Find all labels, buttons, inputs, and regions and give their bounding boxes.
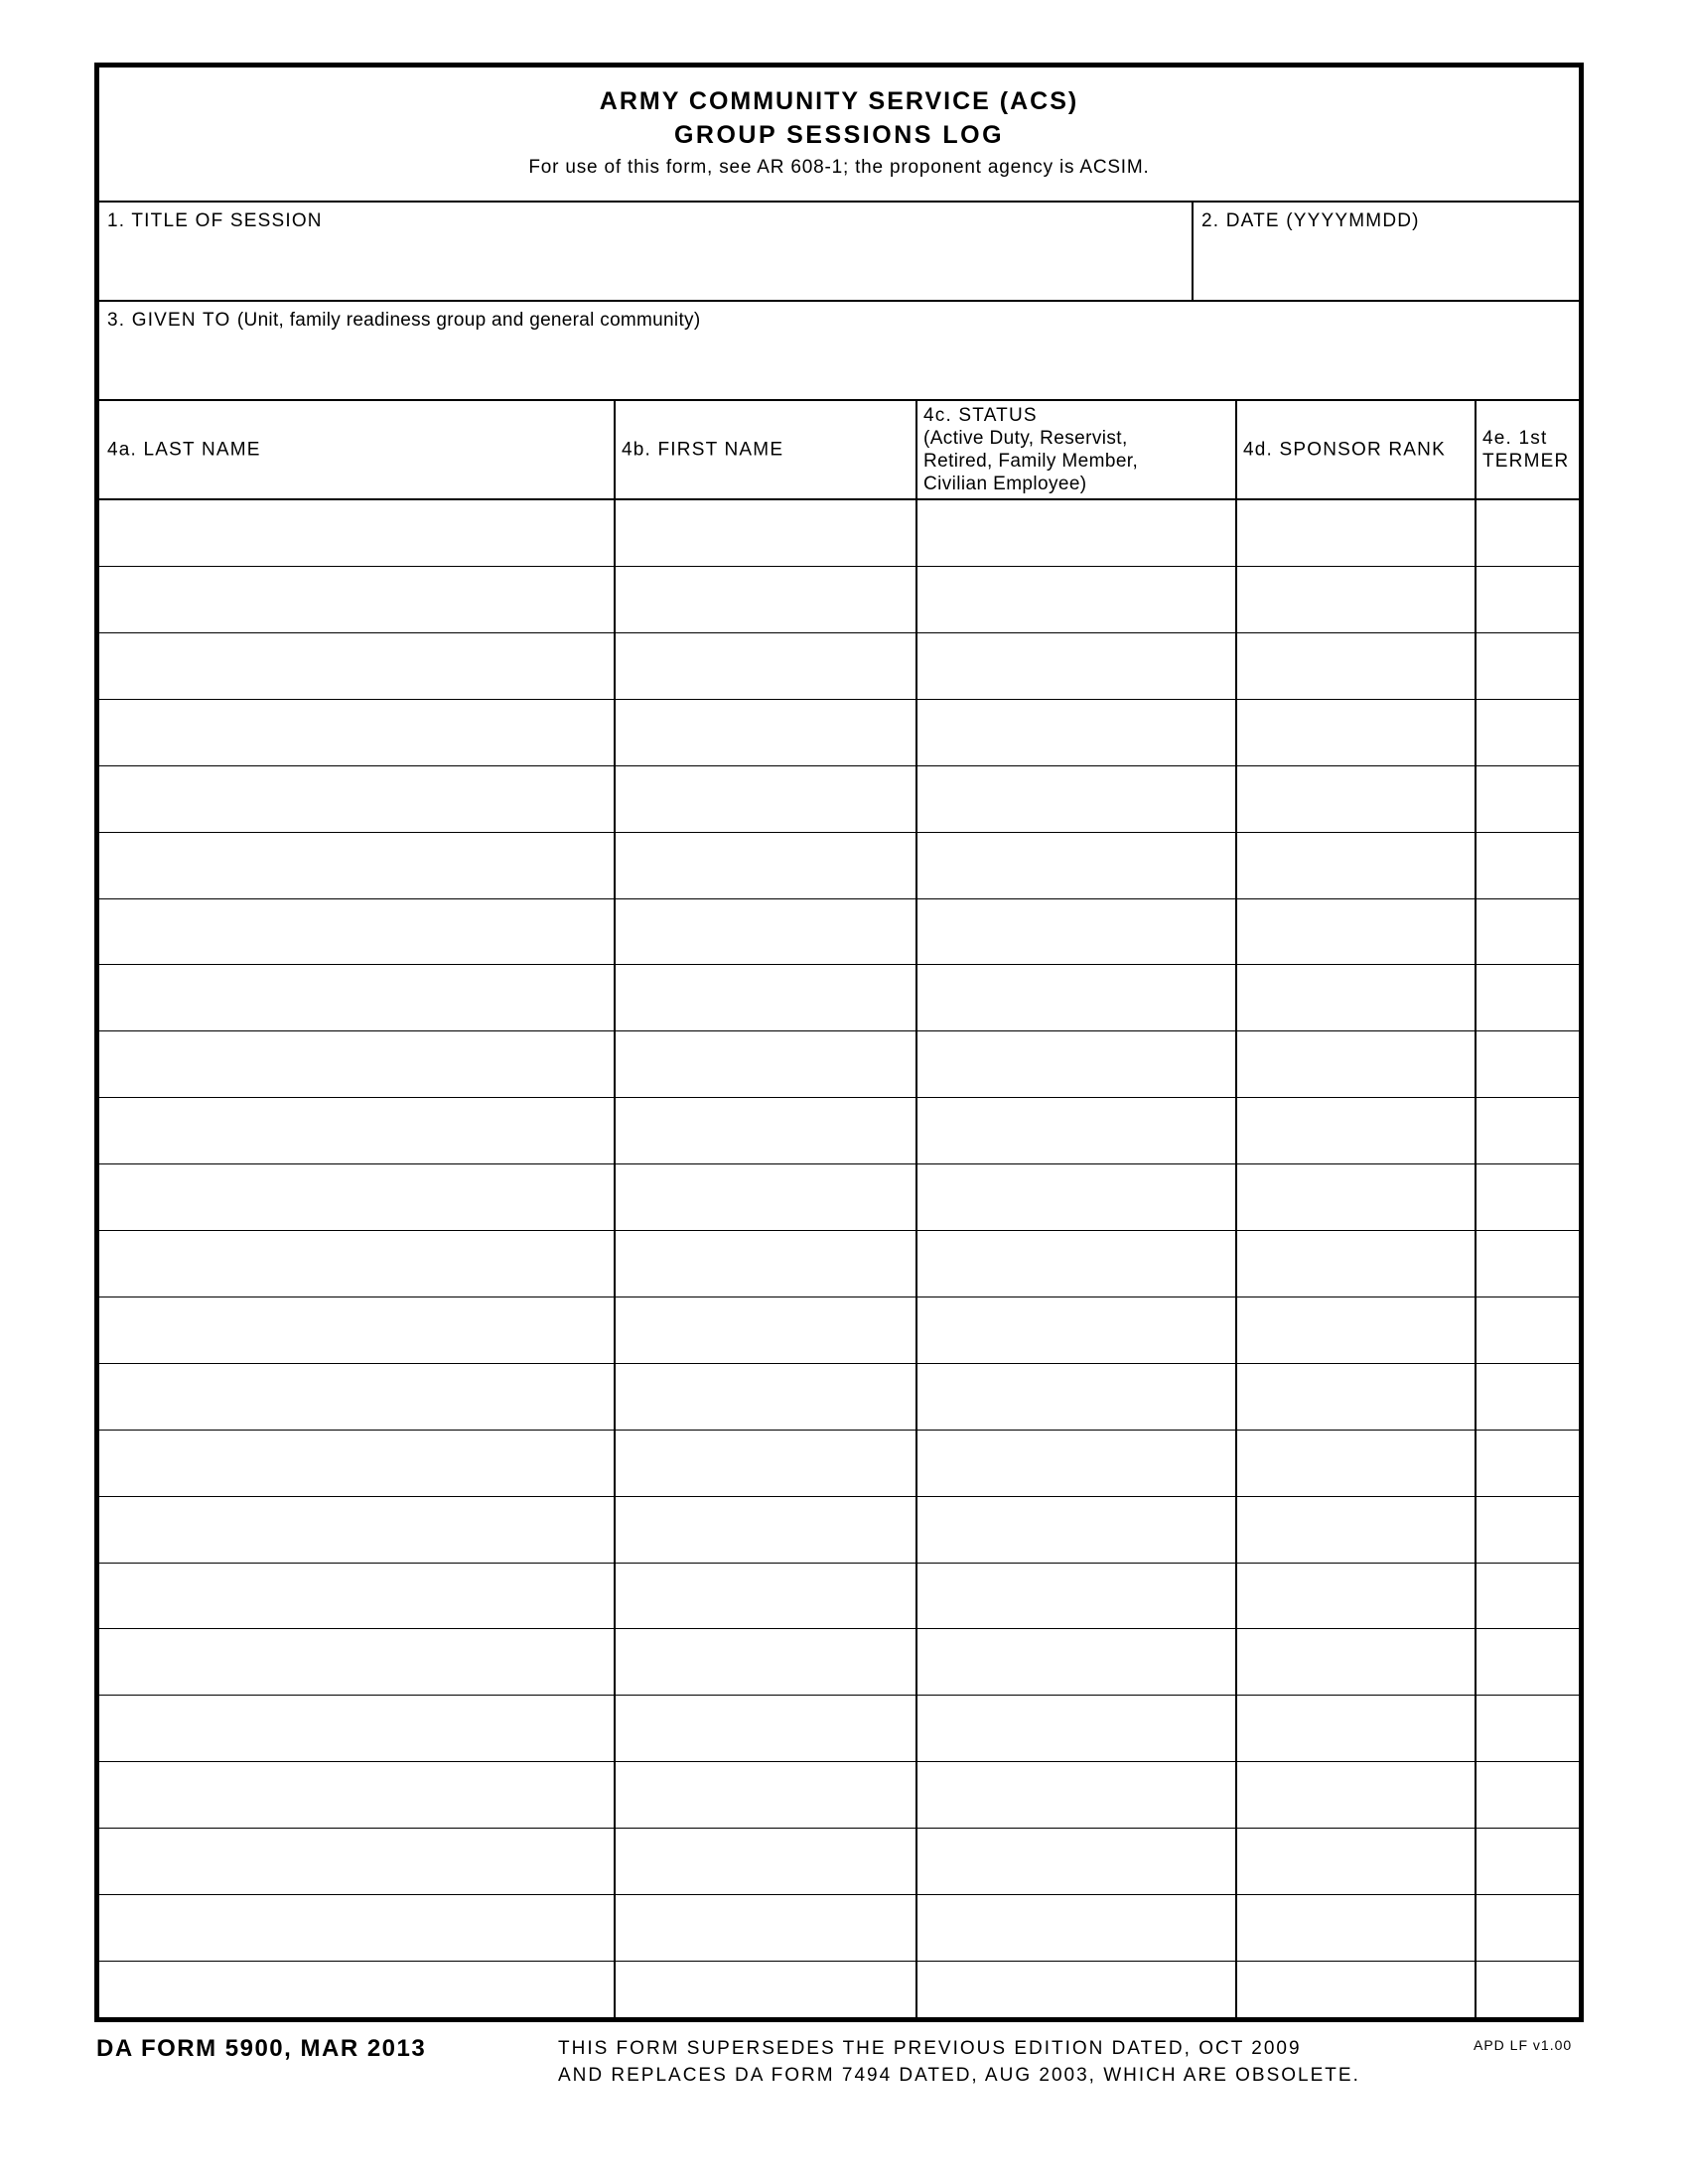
- column-header-first-termer-label: 4e. 1st: [1482, 428, 1548, 449]
- cell-status[interactable]: [915, 1563, 1235, 1628]
- cell-first-name[interactable]: [614, 700, 915, 765]
- table-row: [99, 1364, 1579, 1431]
- cell-last-name[interactable]: [99, 833, 614, 898]
- cell-sponsor-rank[interactable]: [1235, 1297, 1475, 1363]
- cell-first-name[interactable]: [614, 1297, 915, 1363]
- cell-first-termer[interactable]: [1475, 1031, 1579, 1097]
- table-row: [99, 1431, 1579, 1497]
- cell-first-name[interactable]: [614, 766, 915, 832]
- cell-sponsor-rank[interactable]: [1235, 567, 1475, 632]
- cell-sponsor-rank[interactable]: [1235, 700, 1475, 765]
- cell-last-name[interactable]: [99, 1431, 614, 1496]
- date-label: 2. DATE (YYYYMMDD): [1201, 210, 1420, 231]
- column-header-status-label: 4c. STATUS: [923, 405, 1038, 426]
- cell-first-termer[interactable]: [1475, 898, 1579, 964]
- cell-status[interactable]: [915, 633, 1235, 699]
- date-field[interactable]: [1194, 203, 1579, 300]
- cell-first-termer[interactable]: [1475, 1297, 1579, 1363]
- apd-version: APD LF v1.00: [1474, 2037, 1573, 2053]
- cell-first-termer[interactable]: [1475, 1696, 1579, 1761]
- table-row: [99, 1563, 1579, 1629]
- cell-first-termer[interactable]: [1475, 1364, 1579, 1430]
- cell-first-name[interactable]: [614, 1497, 915, 1563]
- cell-first-termer[interactable]: [1475, 1762, 1579, 1828]
- table-row: [99, 833, 1579, 899]
- table-row: [99, 1962, 1579, 2028]
- cell-last-name[interactable]: [99, 898, 614, 964]
- form-identifier: DA FORM 5900, MAR 2013: [96, 2035, 427, 2062]
- cell-sponsor-rank[interactable]: [1235, 1962, 1475, 2028]
- cell-first-termer[interactable]: [1475, 700, 1579, 765]
- cell-last-name[interactable]: [99, 633, 614, 699]
- given-to-label: [107, 310, 700, 332]
- form-usage-note: For use of this form, see AR 608-1; the proponent agency is ACSIM.: [528, 157, 1150, 178]
- cell-last-name[interactable]: [99, 1164, 614, 1230]
- cell-sponsor-rank[interactable]: [1235, 500, 1475, 566]
- cell-first-name[interactable]: [614, 898, 915, 964]
- cell-sponsor-rank[interactable]: [1235, 965, 1475, 1030]
- cell-sponsor-rank[interactable]: [1235, 1696, 1475, 1761]
- cell-status[interactable]: [915, 1497, 1235, 1563]
- form-title-line2: GROUP SESSIONS LOG: [673, 121, 1005, 149]
- table-row: [99, 1829, 1579, 1895]
- table-row: [99, 500, 1579, 567]
- column-divider: [1235, 401, 1237, 2017]
- column-header-status: [915, 401, 1235, 500]
- supersedes-notice: [558, 2035, 1360, 2089]
- cell-first-name[interactable]: [614, 633, 915, 699]
- title-of-session-field[interactable]: [99, 203, 1194, 300]
- cell-first-name[interactable]: [614, 1563, 915, 1628]
- cell-sponsor-rank[interactable]: [1235, 1629, 1475, 1695]
- cell-last-name[interactable]: [99, 965, 614, 1030]
- cell-first-termer[interactable]: [1475, 1563, 1579, 1628]
- table-row: [99, 965, 1579, 1031]
- cell-first-name[interactable]: [614, 1762, 915, 1828]
- cell-first-termer[interactable]: [1475, 1431, 1579, 1496]
- cell-sponsor-rank[interactable]: [1235, 1829, 1475, 1894]
- cell-first-name[interactable]: [614, 1895, 915, 1961]
- column-header-last-name: [99, 401, 614, 500]
- cell-status[interactable]: [915, 700, 1235, 765]
- cell-first-name[interactable]: [614, 1629, 915, 1695]
- cell-status[interactable]: [915, 766, 1235, 832]
- table-row: [99, 700, 1579, 766]
- cell-last-name[interactable]: [99, 567, 614, 632]
- table-row: [99, 1629, 1579, 1696]
- cell-last-name[interactable]: [99, 766, 614, 832]
- cell-first-termer[interactable]: [1475, 633, 1579, 699]
- title-of-session-label: 1. TITLE OF SESSION: [107, 210, 323, 231]
- column-header-first-name: [614, 401, 915, 500]
- cell-status[interactable]: [915, 1829, 1235, 1894]
- cell-first-name[interactable]: [614, 965, 915, 1030]
- cell-last-name[interactable]: [99, 1297, 614, 1363]
- cell-status[interactable]: [915, 1962, 1235, 2028]
- cell-first-termer[interactable]: [1475, 1164, 1579, 1230]
- table-row: [99, 1895, 1579, 1962]
- table-row: [99, 1098, 1579, 1164]
- cell-first-name[interactable]: [614, 500, 915, 566]
- given-to-label-main: 3. GIVEN TO: [107, 310, 231, 331]
- table-row: [99, 766, 1579, 833]
- acs-group-sessions-log-form: [94, 63, 1584, 2022]
- table-row: [99, 1762, 1579, 1829]
- cell-status[interactable]: [915, 1231, 1235, 1297]
- cell-first-name[interactable]: [614, 1696, 915, 1761]
- cell-first-termer[interactable]: [1475, 833, 1579, 898]
- cell-first-termer[interactable]: [1475, 1829, 1579, 1894]
- table-row: [99, 633, 1579, 700]
- column-header-status-text: [923, 404, 1138, 495]
- cell-first-name[interactable]: [614, 1231, 915, 1297]
- column-header-first-termer-text: [1482, 427, 1569, 473]
- cell-status[interactable]: [915, 1431, 1235, 1496]
- cell-status[interactable]: [915, 1895, 1235, 1961]
- supersedes-notice-line1: THIS FORM SUPERSEDES THE PREVIOUS EDITION DATED, OCT 2009: [558, 2038, 1302, 2059]
- given-to-field[interactable]: [99, 302, 1579, 401]
- cell-first-termer[interactable]: [1475, 965, 1579, 1030]
- cell-first-name[interactable]: [614, 1031, 915, 1097]
- cell-sponsor-rank[interactable]: [1235, 1098, 1475, 1163]
- column-header-status-sub-1: (Active Duty, Reservist,: [923, 428, 1128, 449]
- cell-status[interactable]: [915, 500, 1235, 566]
- cell-first-termer[interactable]: [1475, 1895, 1579, 1961]
- cell-first-termer[interactable]: [1475, 1629, 1579, 1695]
- cell-sponsor-rank[interactable]: [1235, 1497, 1475, 1563]
- table-row: [99, 1164, 1579, 1231]
- column-header-sponsor-rank-label: 4d. SPONSOR RANK: [1243, 439, 1446, 461]
- cell-status[interactable]: [915, 1031, 1235, 1097]
- cell-sponsor-rank[interactable]: [1235, 833, 1475, 898]
- cell-last-name[interactable]: [99, 1696, 614, 1761]
- cell-sponsor-rank[interactable]: [1235, 1231, 1475, 1297]
- cell-last-name[interactable]: [99, 1895, 614, 1961]
- session-info-section: [99, 203, 1579, 302]
- column-header-sponsor-rank: [1235, 401, 1475, 500]
- cell-sponsor-rank[interactable]: [1235, 633, 1475, 699]
- cell-first-termer[interactable]: [1475, 1098, 1579, 1163]
- column-header-first-name-label: 4b. FIRST NAME: [622, 439, 784, 461]
- cell-last-name[interactable]: [99, 1497, 614, 1563]
- table-row: [99, 1231, 1579, 1297]
- cell-first-name[interactable]: [614, 567, 915, 632]
- cell-last-name[interactable]: [99, 700, 614, 765]
- cell-last-name[interactable]: [99, 1031, 614, 1097]
- cell-last-name[interactable]: [99, 1563, 614, 1628]
- cell-sponsor-rank[interactable]: [1235, 766, 1475, 832]
- form-title-line1: ARMY COMMUNITY SERVICE (ACS): [599, 87, 1079, 115]
- cell-sponsor-rank[interactable]: [1235, 1431, 1475, 1496]
- cell-sponsor-rank[interactable]: [1235, 1164, 1475, 1230]
- cell-last-name[interactable]: [99, 1231, 614, 1297]
- cell-sponsor-rank[interactable]: [1235, 1563, 1475, 1628]
- column-header-status-sub-3: Civilian Employee): [923, 474, 1087, 494]
- cell-status[interactable]: [915, 1297, 1235, 1363]
- column-divider: [915, 401, 917, 2017]
- cell-first-termer[interactable]: [1475, 1497, 1579, 1563]
- cell-sponsor-rank[interactable]: [1235, 1031, 1475, 1097]
- cell-first-termer[interactable]: [1475, 1231, 1579, 1297]
- cell-first-name[interactable]: [614, 833, 915, 898]
- table-row: [99, 898, 1579, 965]
- cell-status[interactable]: [915, 898, 1235, 964]
- cell-first-name[interactable]: [614, 1829, 915, 1894]
- table-row: [99, 1297, 1579, 1364]
- cell-first-name[interactable]: [614, 1098, 915, 1163]
- attendee-table: [99, 401, 1579, 2017]
- supersedes-notice-line2: AND REPLACES DA FORM 7494 DATED, AUG 2003, WHICH ARE OBSOLETE.: [558, 2065, 1360, 2086]
- table-row: [99, 1696, 1579, 1762]
- given-to-label-sub: (Unit, family readiness group and general community): [236, 310, 701, 331]
- cell-last-name[interactable]: [99, 1829, 614, 1894]
- cell-last-name[interactable]: [99, 1364, 614, 1430]
- column-header-first-termer-label-2: TERMER: [1482, 451, 1570, 472]
- table-row: [99, 1497, 1579, 1564]
- cell-status[interactable]: [915, 833, 1235, 898]
- column-divider: [1475, 401, 1477, 2017]
- cell-status[interactable]: [915, 1098, 1235, 1163]
- column-header-first-termer: [1475, 401, 1579, 500]
- cell-status[interactable]: [915, 1696, 1235, 1761]
- cell-status[interactable]: [915, 1164, 1235, 1230]
- cell-sponsor-rank[interactable]: [1235, 898, 1475, 964]
- cell-status[interactable]: [915, 1629, 1235, 1695]
- cell-last-name[interactable]: [99, 1629, 614, 1695]
- cell-first-termer[interactable]: [1475, 500, 1579, 566]
- cell-first-termer[interactable]: [1475, 1962, 1579, 2028]
- column-divider: [614, 401, 616, 2017]
- cell-last-name[interactable]: [99, 500, 614, 566]
- form-header: [99, 68, 1579, 203]
- cell-last-name[interactable]: [99, 1762, 614, 1828]
- cell-sponsor-rank[interactable]: [1235, 1762, 1475, 1828]
- table-row: [99, 1031, 1579, 1098]
- cell-first-name[interactable]: [614, 1364, 915, 1430]
- cell-sponsor-rank[interactable]: [1235, 1364, 1475, 1430]
- cell-sponsor-rank[interactable]: [1235, 1895, 1475, 1961]
- cell-status[interactable]: [915, 1762, 1235, 1828]
- cell-last-name[interactable]: [99, 1098, 614, 1163]
- cell-first-name[interactable]: [614, 1431, 915, 1496]
- column-header-last-name-label: 4a. LAST NAME: [107, 439, 261, 461]
- cell-status[interactable]: [915, 965, 1235, 1030]
- table-row: [99, 567, 1579, 633]
- cell-last-name[interactable]: [99, 1962, 614, 2028]
- cell-first-name[interactable]: [614, 1164, 915, 1230]
- cell-first-termer[interactable]: [1475, 567, 1579, 632]
- cell-status[interactable]: [915, 567, 1235, 632]
- column-header-status-sub-2: Retired, Family Member,: [923, 451, 1139, 472]
- cell-status[interactable]: [915, 1364, 1235, 1430]
- cell-first-termer[interactable]: [1475, 766, 1579, 832]
- cell-first-name[interactable]: [614, 1962, 915, 2028]
